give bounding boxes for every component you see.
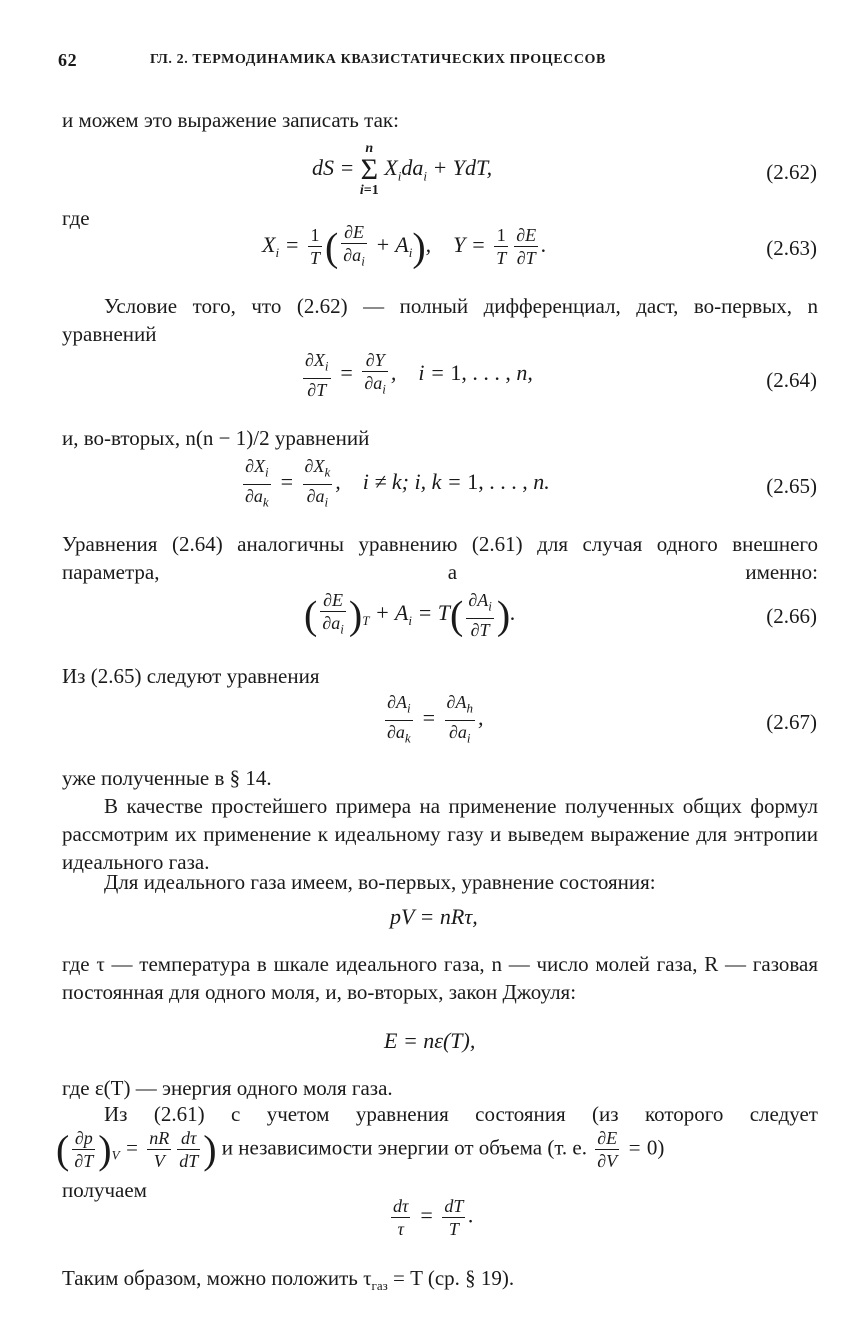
paragraph-7: уже полученные в § 14. xyxy=(62,766,272,790)
equation-number-2-65: (2.65) xyxy=(766,474,817,498)
paragraph-14-text: Таким образом, можно положить τ xyxy=(62,1266,372,1290)
paragraph-6: Из (2.65) следуют уравнения xyxy=(62,664,320,688)
paragraph-10: где τ — температура в шкале идеального газа, n — число молей газа, R — газовая постоянная для одного моля, и, во-вторых, закон Джоуля: xyxy=(62,952,818,1004)
paragraph-12b-line: ( $\frac{\partial p}{\partial T}$ )$_V$ = $\frac{nR}{V}$ $\frac{d\tau}{dT}$ ) и независимости энергии от объема (т. е. $\frac{\partial E}{\partial V}$ = 0) xyxy=(56,1127,665,1172)
equation-2-63: $X_i$ = $\frac{1}{T}$ ( $\frac{\partial E}{\partial a_i}$ + $A_i$), Y = $\frac{1}{T}$ $\frac{\partial E}{\partial T}$ . xyxy=(262,222,547,270)
equation-number-2-62: (2.62) xyxy=(766,160,817,184)
paragraph-14 xyxy=(62,1264,818,1300)
equation-2-67: $\frac{\partial A_i}{\partial a_k}$ = $\frac{\partial A_h}{\partial a_i}$ , xyxy=(387,692,484,746)
paragraph-8: В качестве простейшего примера на применение полученных общих формул рассмотрим их применение к идеальному газу и выведем выражение для энтропии идеального газа. xyxy=(62,794,818,874)
paragraph-3: Условие того, что (2.62) — полный дифференциал, даст, во-первых, n уравнений xyxy=(62,294,818,346)
paragraph-14-end: = T (ср. § 19). xyxy=(393,1266,515,1290)
equation-number-2-63: (2.63) xyxy=(766,236,817,260)
paragraph-12b: и независимости энергии от объема (т. е. xyxy=(221,1135,587,1160)
paragraph-14-sub: газ xyxy=(371,1278,388,1294)
paragraph-4: и, во-вторых, n(n − 1)/2 уравнений xyxy=(62,426,370,450)
equation-tau: $\frac{d\tau}{\tau}$ = $\frac{dT}{T}$ . xyxy=(393,1196,474,1239)
paragraph-2: где xyxy=(62,206,90,230)
equation-2-62: dS = n Σ i=1 $X_ida_i$ + YdT, xyxy=(312,141,493,198)
page-number: 62 xyxy=(58,50,78,70)
equation-2-64: $\frac{\partial X_i}{\partial T}$ = $\frac{\partial Y}{\partial a_i}$ , i = 1, . . . , n, xyxy=(305,350,533,400)
paragraph-12a: Из (2.61) с учетом уравнения состояния (из которого следует xyxy=(104,1102,818,1126)
paragraph-1: и можем это выражение записать так: xyxy=(62,108,399,132)
equation-2-66: ( $\frac{\partial E}{\partial a_i}$ )$_T + A_i = T$( $\frac{\partial A_i}{\partial T}$ ). xyxy=(304,590,516,640)
equation-number-2-66: (2.66) xyxy=(766,604,817,628)
paragraph-13: получаем xyxy=(62,1178,147,1202)
equation-state: pV = nRτ, xyxy=(390,904,478,929)
equation-2-65: $\frac{\partial X_i}{\partial a_k}$ = $\frac{\partial X_k}{\partial a_i}$ , i ≠ k; i, k = 1, . . . , n. xyxy=(245,456,550,510)
paragraph-9: Для идеального газа имеем, во-первых, уравнение состояния: xyxy=(104,870,656,894)
equation-number-2-67: (2.67) xyxy=(766,710,817,734)
equation-number-2-64: (2.64) xyxy=(766,368,817,392)
chapter-title: ГЛ. 2. ТЕРМОДИНАМИКА КВАЗИСТАТИЧЕСКИХ ПРОЦЕССОВ xyxy=(150,52,606,67)
paragraph-5: Уравнения (2.64) аналогичны уравнению (2.61) для случая одного внешнего параметра, а именно: xyxy=(62,532,818,584)
equation-joule: E = nε(T), xyxy=(384,1028,476,1053)
paragraph-11: где ε(T) — энергия одного моля газа. xyxy=(62,1076,393,1100)
